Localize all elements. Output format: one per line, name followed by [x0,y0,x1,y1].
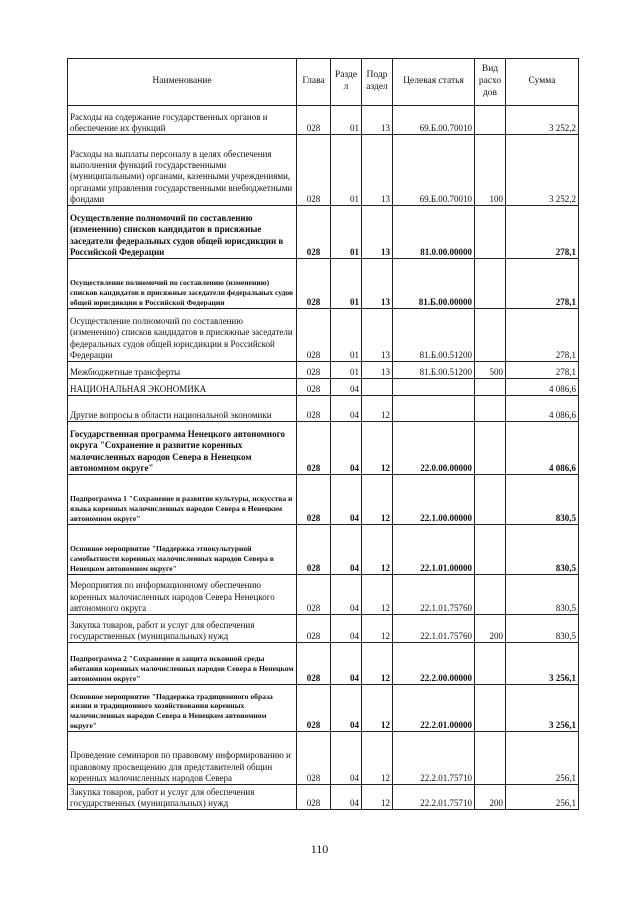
table-row [68,615,579,643]
row-sum: 4 086,6 [506,379,579,396]
row-type [475,106,506,135]
header-chapter: Глава [297,59,331,106]
row-section: 04 [331,575,362,615]
row-subsection: 12 [362,396,393,422]
row-name: Межбюджетные трансферты [68,362,297,379]
row-subsection: 13 [362,206,393,259]
table-row [68,732,579,785]
row-chapter: 028 [297,135,331,206]
row-section: 04 [331,643,362,685]
row-type [475,475,506,525]
row-sum: 4 086,6 [506,422,579,475]
row-name: НАЦИОНАЛЬНАЯ ЭКОНОМИКА [68,379,297,396]
row-sum: 278,1 [506,259,579,309]
row-target: 81.Б.00.51200 [393,362,475,379]
row-subsection: 13 [362,309,393,362]
row-sum: 278,1 [506,309,579,362]
row-section: 01 [331,309,362,362]
row-sum: 830,5 [506,475,579,525]
row-name: Основное мероприятие "Поддержка традиционного образа жизни и традиционного хозяйствования коренных малочисленных народов Севера в Ненецком автономном округе" [68,685,297,732]
row-target: 81.Б.00.51200 [393,309,475,362]
table-row [68,206,579,259]
row-target: 22.2.01.75710 [393,732,475,785]
table-row [68,135,579,206]
table-row [68,379,579,396]
row-sum: 830,5 [506,575,579,615]
header-name: Наименование [68,59,297,106]
row-type: 100 [475,135,506,206]
row-target [393,396,475,422]
row-sum: 830,5 [506,525,579,575]
row-subsection: 13 [362,259,393,309]
row-type [475,396,506,422]
row-type [475,732,506,785]
row-target: 81.Б.00.00000 [393,259,475,309]
row-section: 04 [331,422,362,475]
row-subsection: 13 [362,135,393,206]
row-chapter: 028 [297,575,331,615]
table-row [68,106,579,135]
row-chapter: 028 [297,309,331,362]
row-sum: 278,1 [506,206,579,259]
row-sum: 3 252,2 [506,106,579,135]
row-section: 04 [331,615,362,643]
row-sum: 3 256,1 [506,643,579,685]
row-subsection: 12 [362,732,393,785]
row-target: 22.1.01.75760 [393,575,475,615]
header-target: Целевая статья [393,59,475,106]
row-type [475,575,506,615]
row-type [475,525,506,575]
row-sum: 256,1 [506,732,579,785]
row-target: 22.2.01.75710 [393,785,475,810]
row-chapter: 028 [297,259,331,309]
row-chapter: 028 [297,615,331,643]
row-type [475,422,506,475]
row-section: 01 [331,106,362,135]
row-subsection: 12 [362,785,393,810]
row-chapter: 028 [297,475,331,525]
table-row [68,475,579,525]
row-section: 01 [331,206,362,259]
row-chapter: 028 [297,106,331,135]
row-name: Подпрограмма 1 "Сохранение и развитие культуры, искусства и языка коренных малочисленных народов Севера в Ненецком автономном округе" [68,475,297,525]
row-type: 200 [475,615,506,643]
row-chapter: 028 [297,732,331,785]
table-row [68,259,579,309]
row-type [475,379,506,396]
row-chapter: 028 [297,643,331,685]
row-target: 22.1.01.75760 [393,615,475,643]
row-chapter: 028 [297,685,331,732]
row-chapter: 028 [297,422,331,475]
row-target [393,379,475,396]
table-row [68,643,579,685]
row-name: Расходы на содержание государственных органов и обеспечение их функций [68,106,297,135]
row-subsection: 12 [362,422,393,475]
row-subsection: 13 [362,362,393,379]
row-section: 04 [331,396,362,422]
table-row [68,685,579,732]
row-type: 200 [475,785,506,810]
row-section: 04 [331,525,362,575]
table-row [68,422,579,475]
row-subsection [362,379,393,396]
header-row [68,59,579,106]
row-sum: 278,1 [506,362,579,379]
row-chapter: 028 [297,362,331,379]
row-target: 22.2.01.00000 [393,685,475,732]
row-name: Расходы на выплаты персоналу в целях обеспечения выполнения функций государственными (муниципальными) органами, казенными учреждениями, органами управления государственными внебюджетными фондами [68,135,297,206]
table-row [68,525,579,575]
row-subsection: 12 [362,615,393,643]
header-type: Вид расхо дов [475,59,506,106]
row-sum: 830,5 [506,615,579,643]
row-target: 22.1.00.00000 [393,475,475,525]
table-row [68,396,579,422]
row-name: Мероприятия по информационному обеспечению коренных малочисленных народов Севера Ненецкого автономного округа [68,575,297,615]
row-name: Осуществление полномочий по составлению (изменению) списков кандидатов в присяжные заседатели федеральных судов общей юрисдикции в Российской Федерации [68,259,297,309]
row-sum: 3 252,2 [506,135,579,206]
row-target: 69.Б.00.70010 [393,135,475,206]
header-subsection: Подр аздел [362,59,393,106]
row-section: 01 [331,259,362,309]
row-subsection: 12 [362,525,393,575]
row-target: 22.0.00.00000 [393,422,475,475]
row-section: 04 [331,379,362,396]
row-target: 22.1.01.00000 [393,525,475,575]
row-name: Закупка товаров, работ и услуг для обеспечения государственных (муниципальных) нужд [68,785,297,810]
budget-table [67,58,579,810]
row-type [475,309,506,362]
table-row [68,362,579,379]
row-chapter: 028 [297,206,331,259]
row-chapter: 028 [297,379,331,396]
row-name: Осуществление полномочий по составлению (изменению) списков кандидатов в присяжные заседатели федеральных судов общей юрисдикции в Российской Федерации [68,206,297,259]
table-row [68,785,579,810]
row-name: Осуществление полномочий по составлению (изменению) списков кандидатов в присяжные заседатели федеральных судов общей юрисдикции в Российской Федерации [68,309,297,362]
row-subsection: 13 [362,106,393,135]
table-row [68,309,579,362]
row-subsection: 12 [362,475,393,525]
row-section: 04 [331,785,362,810]
row-name: Закупка товаров, работ и услуг для обеспечения государственных (муниципальных) нужд [68,615,297,643]
row-section: 01 [331,362,362,379]
row-type [475,685,506,732]
header-section: Разде л [331,59,362,106]
row-subsection: 12 [362,643,393,685]
row-chapter: 028 [297,396,331,422]
row-target: 81.0.00.00000 [393,206,475,259]
row-chapter: 028 [297,525,331,575]
row-type [475,259,506,309]
row-type [475,206,506,259]
row-type: 500 [475,362,506,379]
row-target: 69.Б.00.70010 [393,106,475,135]
row-section: 04 [331,475,362,525]
header-sum: Сумма [506,59,579,106]
page-number: 110 [310,842,329,856]
row-name: Государственная программа Ненецкого автономного округа "Сохранение и развитие коренных малочисленных народов Севера в Ненецком автономном округе" [68,422,297,475]
row-section: 04 [331,685,362,732]
row-name: Подпрограмма 2 "Сохранение и защита исконной среды обитания коренных малочисленных народов Севера в Ненецком автономном округе" [68,643,297,685]
row-subsection: 12 [362,575,393,615]
table-row [68,575,579,615]
row-name: Основное мероприятие "Поддержка этнокультурной самобытности коренных малочисленных народов Севера в Ненецком автономном округе" [68,525,297,575]
row-name: Другие вопросы в области национальной экономики [68,396,297,422]
row-section: 04 [331,732,362,785]
row-type [475,643,506,685]
row-name: Проведение семинаров по правовому информированию и правовому просвещению для представителей общин коренных малочисленных народов Севера [68,732,297,785]
row-subsection: 12 [362,685,393,732]
row-target: 22.2.00.00000 [393,643,475,685]
row-sum: 3 256,1 [506,685,579,732]
row-sum: 4 086,6 [506,396,579,422]
row-sum: 256,1 [506,785,579,810]
row-section: 01 [331,135,362,206]
row-chapter: 028 [297,785,331,810]
